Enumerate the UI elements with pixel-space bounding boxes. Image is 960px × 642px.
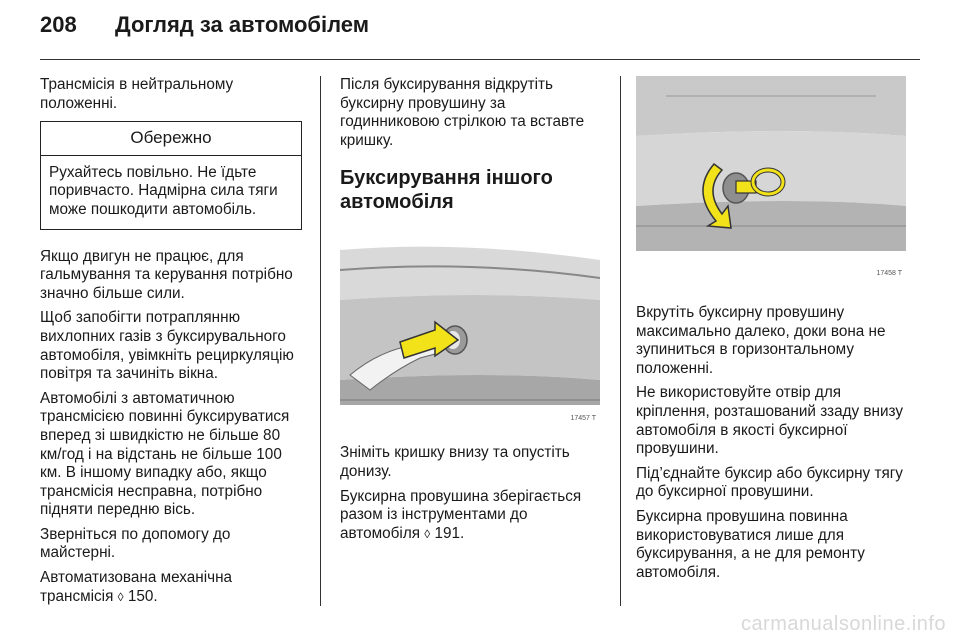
paragraph-engine-off: Якщо двигун не працює, для гальмування та керування потрібно значно більше сили. bbox=[40, 247, 293, 302]
paragraph-storage bbox=[340, 488, 602, 544]
caution-heading: Обережно bbox=[41, 122, 301, 156]
column-divider-1 bbox=[320, 76, 321, 606]
column-middle bbox=[340, 76, 602, 549]
page-title: Догляд за автомобілем bbox=[115, 12, 370, 37]
caution-text: Рухайтесь повільно. Не їдьте поривчасто. Надмірна сила тяги може пошкодити автомобіль. bbox=[49, 163, 278, 218]
tow-eye-screw-figure bbox=[636, 76, 906, 286]
reference-text: Автоматизована механічна трансмісія bbox=[40, 569, 233, 605]
reference-link[interactable]: 150. bbox=[127, 587, 158, 605]
header-divider bbox=[40, 59, 920, 60]
reference-link[interactable]: 191. bbox=[434, 524, 465, 542]
paragraph-warning-hole: Не використовуйте отвір для кріплення, розташований ззаду внизу автомобіля в якості буксирної провушини. bbox=[636, 384, 904, 458]
caution-box bbox=[40, 121, 302, 229]
tow-eye-illustration bbox=[636, 76, 906, 286]
column-right bbox=[636, 76, 906, 588]
figure-code: 17458 T bbox=[876, 270, 902, 278]
section-heading: Буксирування іншого автомобіля bbox=[340, 167, 553, 214]
paragraph-usage: Буксирна провушина повинна використовуватися лише для буксирування, а не для ремонту автомобіля. bbox=[636, 507, 865, 581]
watermark: carmanualsonline.info bbox=[740, 613, 946, 635]
tow-eye-cover-figure bbox=[340, 230, 600, 430]
paragraph-exhaust: Щоб запобігти потраплянню вихлопних газів з буксирувального автомобіля, увімкніть рециркуляцію повітря та зачиніть вікна. bbox=[40, 309, 294, 383]
figure-code: 17457 T bbox=[570, 414, 596, 422]
paragraph-reference bbox=[40, 569, 302, 606]
paragraph-screw-in: Вкрутіть буксирну провушину максимально далеко, доки вона не зупиниться в горизонтальному положенні. bbox=[636, 304, 886, 377]
paragraph-connect: Під’єднайте буксир або буксирну тягу до буксирної провушини. bbox=[636, 464, 903, 501]
paragraph-automatic: Автомобілі з автоматичною трансмісією повинні буксируватися вперед зі швидкістю не більше 80 км/год і на відстань не більше 100 км. В іншому випадку або, якщо трансмісія несправна, потрібно підняти передню вісь. bbox=[40, 389, 290, 519]
intro-paragraph: Трансмісія в нейтральному положенні. bbox=[40, 76, 234, 112]
reference-arrow-icon: ◊ bbox=[424, 526, 431, 541]
column-left bbox=[40, 76, 302, 612]
paragraph-workshop: Зверніться по допомогу до майстерні. bbox=[40, 525, 231, 562]
paragraph-remove-cover: Зніміть кришку внизу та опустіть донизу. bbox=[340, 444, 570, 480]
page-number: 208 bbox=[40, 12, 77, 37]
column-divider-2 bbox=[620, 76, 621, 606]
page-header bbox=[40, 12, 920, 52]
reference-arrow-icon: ◊ bbox=[117, 589, 124, 604]
bumper-cover-illustration bbox=[340, 230, 600, 430]
intro-paragraph: Після буксирування відкрутіть буксирну провушину за годинниковою стрілкою та вставте кришку. bbox=[340, 76, 585, 149]
storage-text: Буксирна провушина зберігається разом із інструментами до автомобіля bbox=[340, 487, 582, 542]
